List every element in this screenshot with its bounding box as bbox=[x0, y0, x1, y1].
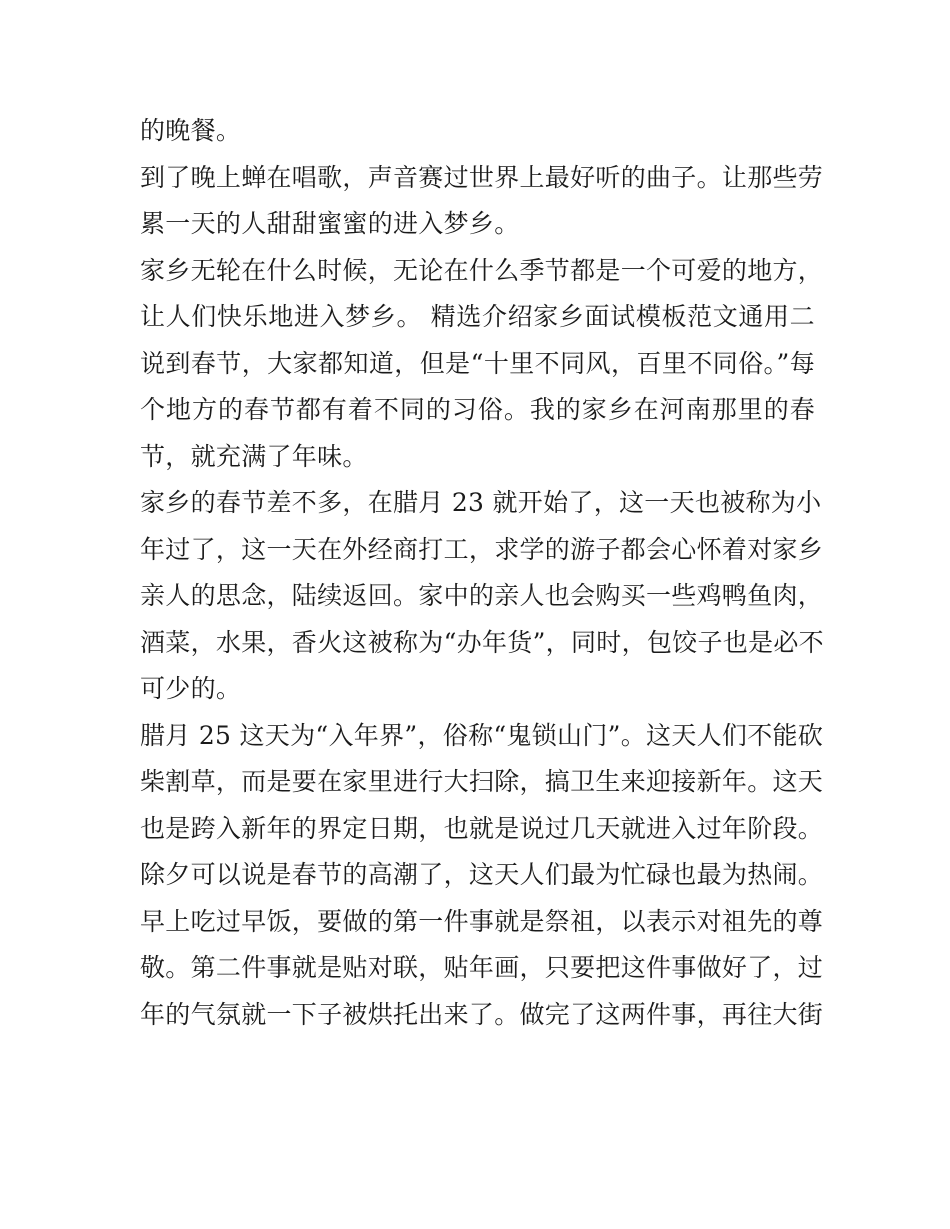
text-line: 柴割草，而是要在家里进行大扫除，搞卫生来迎接新年。这天 bbox=[140, 767, 824, 796]
document-body bbox=[140, 108, 824, 1038]
text-line: 亲人的思念，陆续返回。家中的亲人也会购买一些鸡鸭鱼肉， bbox=[140, 581, 824, 610]
text-line: 的晚餐。 bbox=[140, 116, 242, 145]
text-line: 腊月 25 这天为“入年界”，俗称“鬼锁山门”。这天人们不能砍 bbox=[140, 720, 824, 750]
text-line: 说到春节，大家都知道，但是“十里不同风，百里不同俗。”每 bbox=[140, 348, 815, 378]
text-line: 除夕可以说是春节的高潮了，这天人们最为忙碌也最为热闹。 bbox=[140, 860, 824, 889]
text-line: 早上吃过早饭，要做的第一件事就是祭祖，以表示对祖先的尊 bbox=[140, 906, 824, 936]
text-line: 也是跨入新年的界定日期，也就是说过几天就进入过年阶段。 bbox=[140, 813, 824, 843]
text-line: 让人们快乐地进入梦乡。 精选介绍家乡面试模板范文通用二 bbox=[140, 302, 815, 331]
text-line: 可少的。 bbox=[140, 674, 242, 703]
text-line: 年过了，这一天在外经商打工，求学的游子都会心怀着对家乡 bbox=[140, 534, 824, 564]
text-line: 酒菜，水果，香火这被称为“办年货”，同时，包饺子也是必不 bbox=[140, 627, 824, 657]
text-line: 家乡的春节差不多，在腊月 23 就开始了，这一天也被称为小 bbox=[140, 488, 822, 517]
text-line: 年的气氛就一下子被烘托出来了。做完了这两件事，再往大街 bbox=[140, 999, 824, 1029]
text-line: 到了晚上蝉在唱歌，声音赛过世界上最好听的曲子。让那些劳 bbox=[140, 162, 824, 192]
text-line: 敬。第二件事就是贴对联，贴年画，只要把这件事做好了，过 bbox=[140, 953, 824, 982]
text-line: 个地方的春节都有着不同的习俗。我的家乡在河南那里的春 bbox=[140, 395, 815, 424]
text-line: 累一天的人甜甜蜜蜜的进入梦乡。 bbox=[140, 209, 520, 238]
text-line: 节，就充满了年味。 bbox=[140, 441, 368, 471]
text-line: 家乡无轮在什么时候，无论在什么季节都是一个可爱的地方， bbox=[140, 255, 824, 285]
